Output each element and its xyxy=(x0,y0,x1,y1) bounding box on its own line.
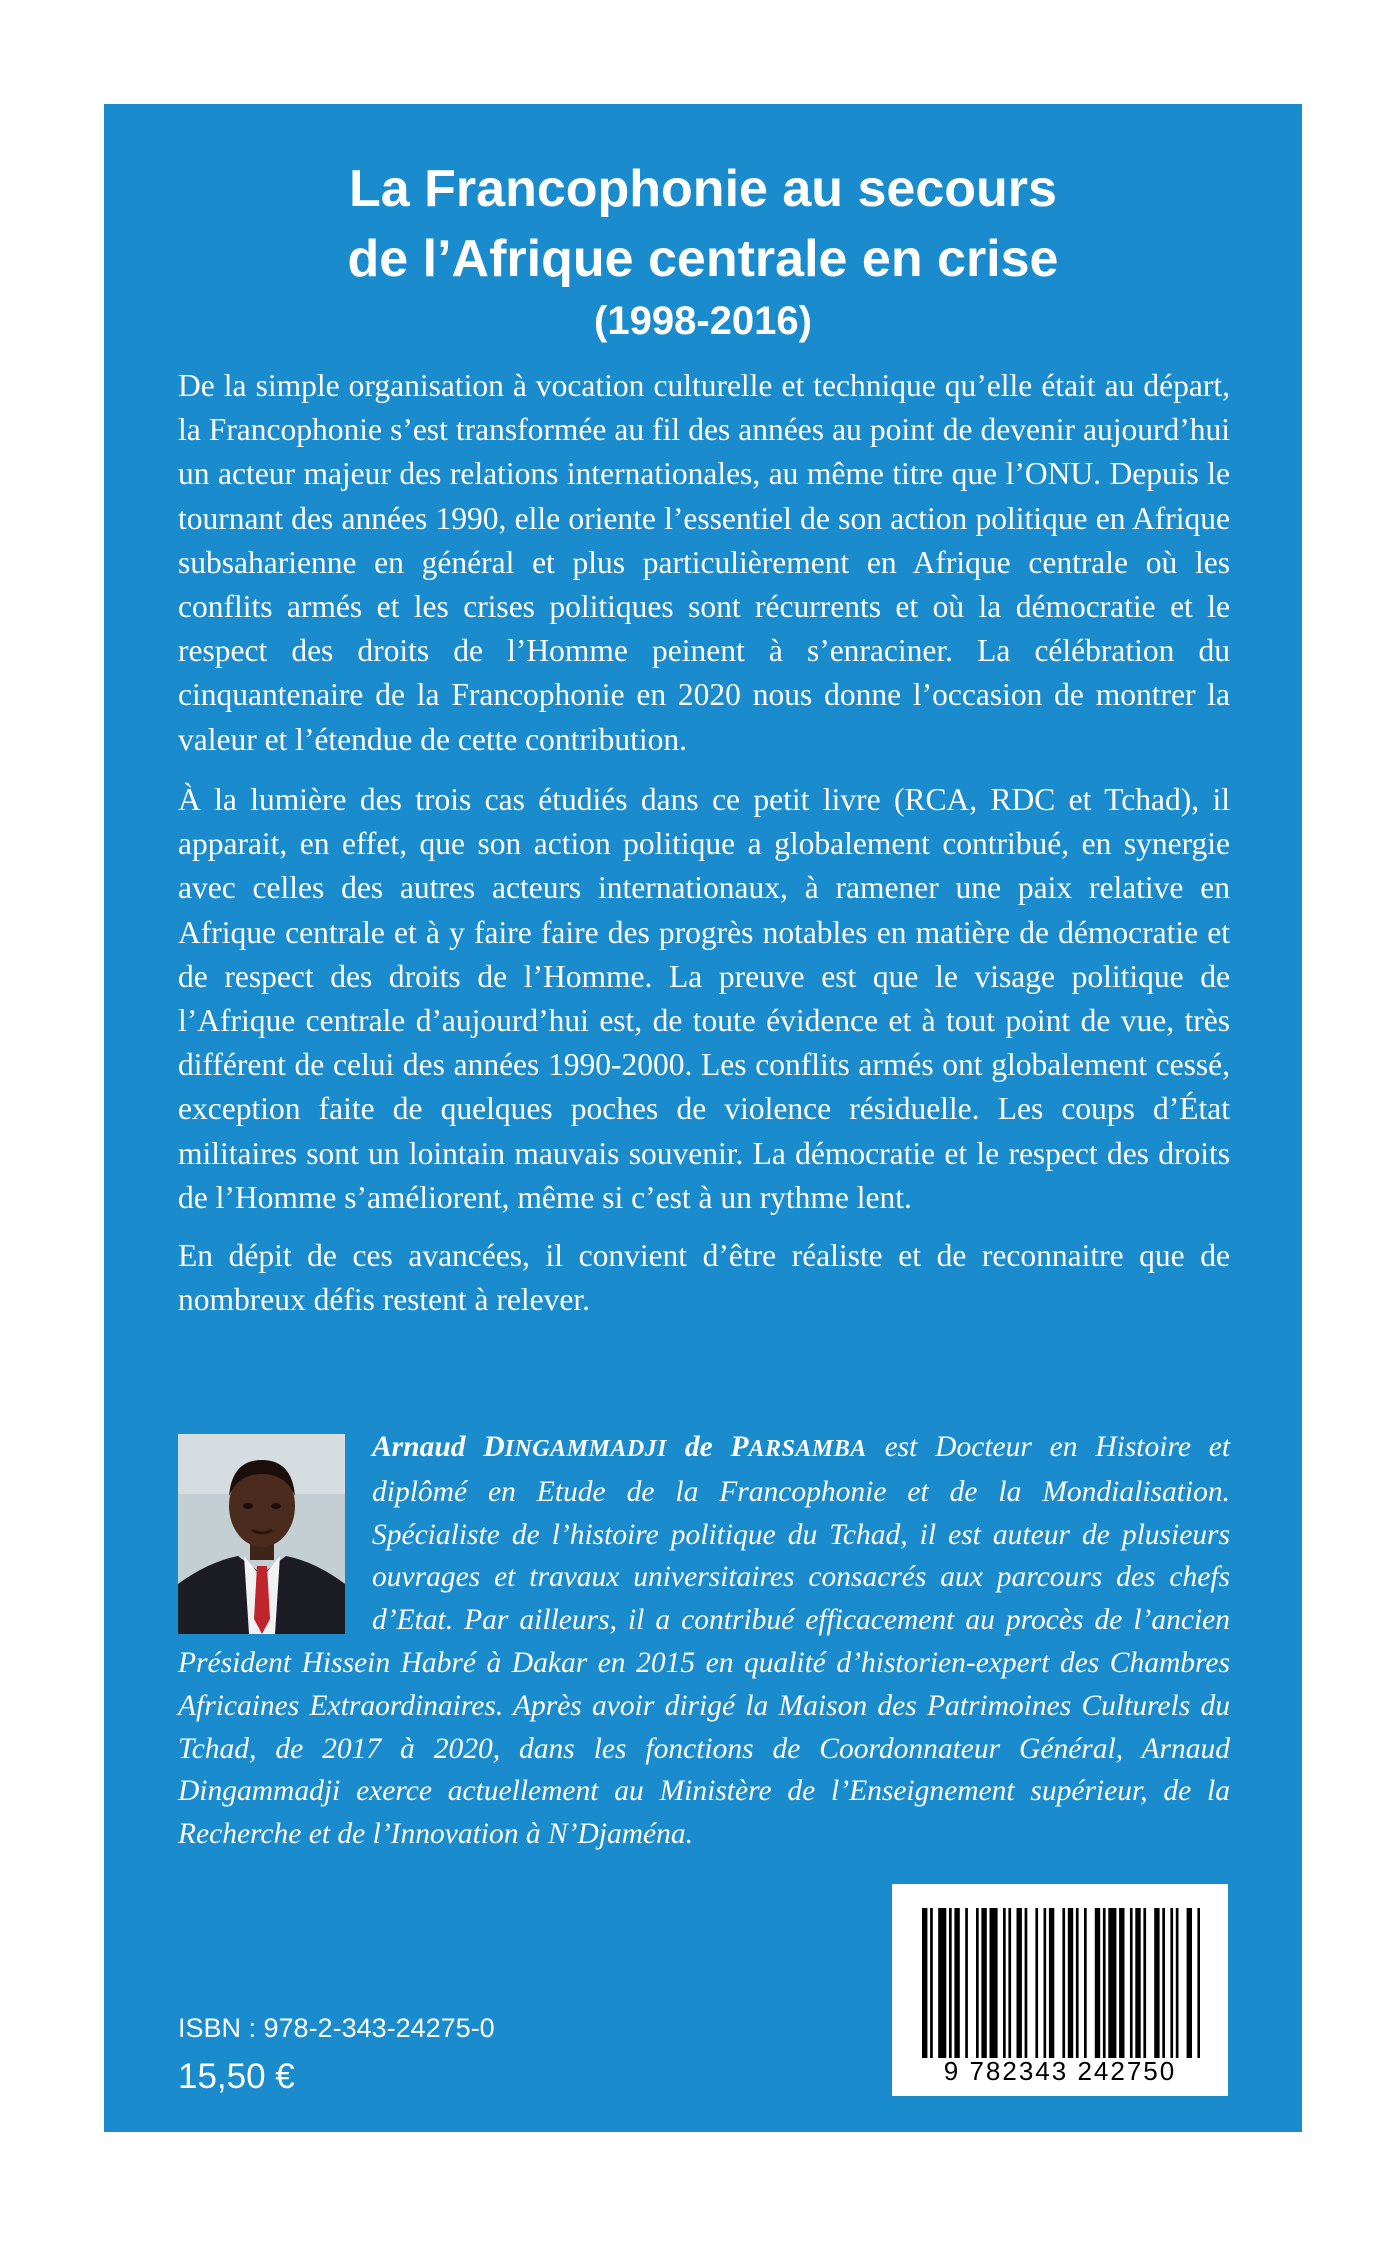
barcode-bar xyxy=(990,1908,998,2058)
summary-paragraph-1: De la simple organisation à vocation culturelle et technique qu’elle était au départ, la Francophonie s’est transformée au fil des années au point de devenir aujourd’hui un acteur majeur des relations internationales, au même titre que l’ONU. Depuis le tournant des années 1990, elle oriente l’essentiel de son action politique en Afrique subsaharienne en général et plus particulièrement en Afrique centrale où les conflits armés et les crises politiques sont récurrents et où la démocratie et le respect des droits de l’Homme peinent à s’enraciner. La célébration du cinquantenaire de la Francophonie en 2020 nous donne l’occasion de montrer la valeur et l’étendue de cette contribution. xyxy=(178,368,1230,757)
barcode-bar xyxy=(930,1908,933,2058)
barcode-bar xyxy=(954,1908,959,2058)
barcode xyxy=(892,1884,1228,2096)
title-line-1: La Francophonie au secours xyxy=(349,160,1057,218)
summary-paragraph-3: En dépit de ces avancées, il convient d’être réaliste et de reconnaitre que de nombreux défis restent à relever. xyxy=(178,1238,1230,1318)
barcode-bar xyxy=(938,1908,946,2058)
barcode-bar xyxy=(1176,1908,1179,2058)
barcode-bar xyxy=(1035,1908,1038,2058)
barcode-bar xyxy=(1143,1908,1146,2058)
back-cover xyxy=(104,104,1302,2132)
barcode-bar xyxy=(1095,1908,1100,2058)
barcode-bar xyxy=(1162,1908,1165,2058)
barcode-bar xyxy=(1130,1908,1133,2058)
summary-paragraph-2: À la lumière des trois cas étudiés dans ce petit livre (RCA, RDC et Tchad), il apparait, en effet, que son action politique a globalement contribué, en synergie avec celles des autres acteurs internationaux, à ramener une paix relative en Afrique centrale et à y faire faire des progrès notables en matière de démocratie et de respect des droits de l’Homme. La preuve est que le visage politique de l’Afrique centrale d’aujourd’hui est, de toute évidence et à tout point de vue, très différent de celui des années 1990-2000. Les conflits armés ont globalement cessé, exception faite de quelques poches de violence résiduelle. Les coups d’État militaires sont un lointain mauvais souvenir. La démocratie et le respect des droits de l’Homme s’améliorent, même si c’est à un rythme lent. xyxy=(178,782,1230,1215)
barcode-bar xyxy=(1108,1908,1116,2058)
barcode-bar xyxy=(1170,1908,1173,2058)
author-bio-body: est Docteur en Histoire et diplômé en Etude de la Francophonie et de la Mondialisation. Spécialiste de l’histoire politique du Tchad, il est auteur de plusieurs ouvrages et travaux universitaires consacrés aux parcours des chefs d’Etat. Par ailleurs, il a contribué efficacement au procès de l’ancien Président Hissein Habré à Dakar en 2015 en qualité d’historien-expert des Chambres Africaines Extraordinaires. Après avoir dirigé la Maison des Patrimoines Culturels du Tchad, de 2017 à 2020, dans les fonctions de Coordonnateur Général, Arnaud Dingammadji exerce actuellement au Ministère de l’Enseignement supérieur, de la Recherche et de l’Innovation à N’Djaména. xyxy=(178,1431,1231,1851)
isbn: ISBN : 978-2-343-24275-0 xyxy=(178,2013,495,2043)
barcode-bar xyxy=(1135,1908,1140,2058)
barcode-bar xyxy=(976,1908,979,2058)
title-line-2: de l’Afrique centrale en crise xyxy=(347,230,1059,288)
barcode-bar xyxy=(1008,1908,1011,2058)
barcode-bar xyxy=(1084,1908,1087,2058)
barcode-bar xyxy=(1025,1908,1028,2058)
barcode-bar xyxy=(949,1908,952,2058)
barcode-bar xyxy=(1049,1908,1054,2058)
barcode-bar xyxy=(1003,1908,1006,2058)
barcode-bar xyxy=(1187,1908,1192,2058)
barcode-bar xyxy=(1062,1908,1065,2058)
barcode-bar xyxy=(1044,1908,1047,2058)
price: 15,50 € xyxy=(178,2057,295,2096)
author-bio xyxy=(178,1426,1230,1856)
barcode-bar xyxy=(981,1908,986,2058)
barcode-bars-icon xyxy=(922,1908,1200,2058)
barcode-bar xyxy=(965,1908,968,2058)
barcode-bar xyxy=(922,1908,927,2058)
barcode-bar xyxy=(1103,1908,1106,2058)
barcode-bar xyxy=(1197,1908,1200,2058)
barcode-bar xyxy=(1068,1908,1073,2058)
barcode-bar xyxy=(1154,1908,1159,2058)
barcode-digits: 9 782343 242750 xyxy=(943,2056,1177,2086)
barcode-bar xyxy=(1119,1908,1124,2058)
author-name: Arnaud DINGAMMADJI de PARSAMBA xyxy=(372,1431,867,1463)
barcode-bar xyxy=(1017,1908,1022,2058)
barcode-bar xyxy=(1076,1908,1079,2058)
title-years: (1998-2016) xyxy=(594,299,812,343)
